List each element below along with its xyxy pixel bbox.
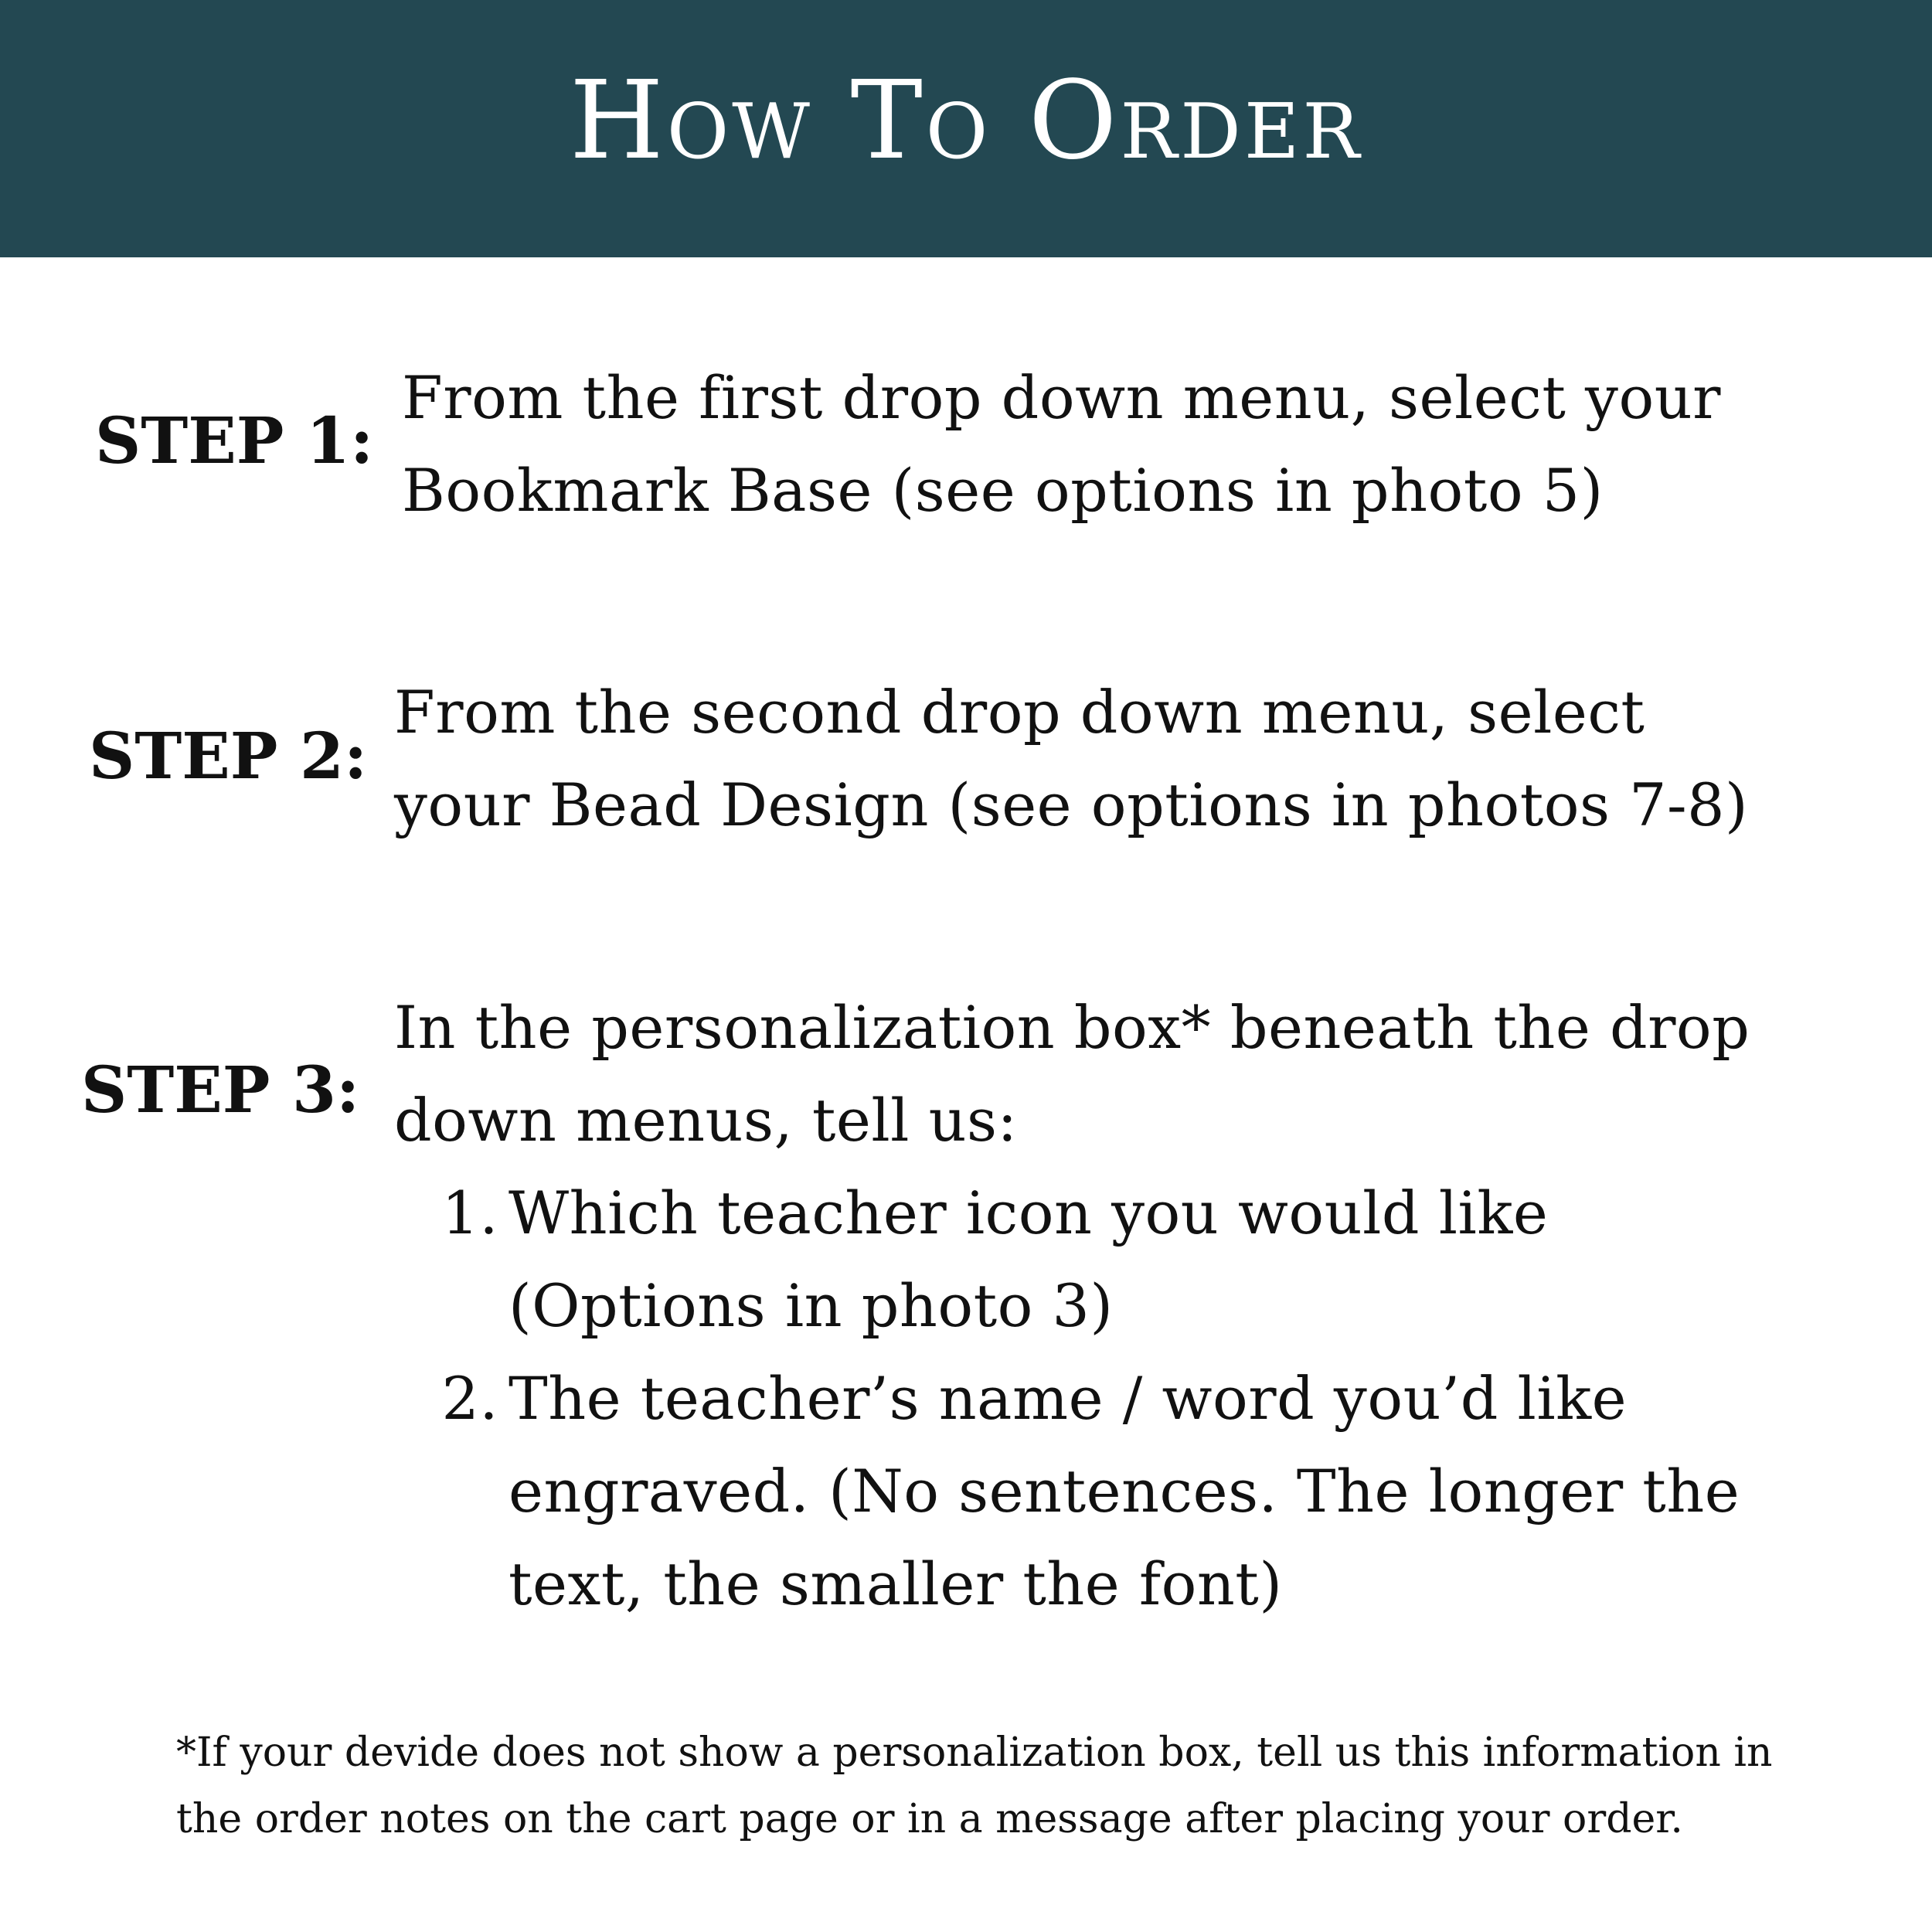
list-item [394, 1167, 1750, 1352]
list-item-number: 1. [441, 1179, 498, 1247]
step-3-list [394, 1167, 1750, 1631]
page-title: How To Order [569, 57, 1363, 184]
header-banner [0, 0, 1932, 257]
step-1-line: Bookmark Base (see options in photo 5) [402, 456, 1604, 525]
step-3-label: STEP 3: [81, 1053, 360, 1128]
step-2-label: STEP 2: [89, 719, 368, 794]
step-2-line: your Bead Design (see options in photos 7-8) [394, 770, 1749, 839]
step-2-line: From the second drop down menu, select [394, 678, 1645, 747]
step-1-line: From the first drop down menu, select your [402, 363, 1721, 432]
list-item-number: 2. [441, 1364, 498, 1433]
list-item-line: (Options in photo 3) [509, 1271, 1114, 1340]
list-item-line: engraved. (No sentences. The longer the [509, 1457, 1740, 1526]
list-item-line: Which teacher icon you would like [509, 1179, 1549, 1247]
step-1-text [402, 352, 1721, 537]
step-1-label: STEP 1: [95, 404, 374, 478]
list-item [394, 1352, 1750, 1631]
step-3-line: down menus, tell us: [394, 1086, 1018, 1155]
list-item-line: text, the smaller the font) [509, 1549, 1283, 1618]
footnote-line: *If your devide does not show a personalization box, tell us this information in [176, 1730, 1773, 1776]
list-item-line: The teacher’s name / word you’d like [509, 1364, 1628, 1433]
step-3-line: In the personalization box* beneath the drop [394, 993, 1750, 1062]
step-3-text [394, 981, 1750, 1631]
footnote [176, 1719, 1773, 1852]
footnote-line: the order notes on the cart page or in a message after placing your order. [176, 1796, 1683, 1842]
step-2-text [394, 666, 1748, 852]
